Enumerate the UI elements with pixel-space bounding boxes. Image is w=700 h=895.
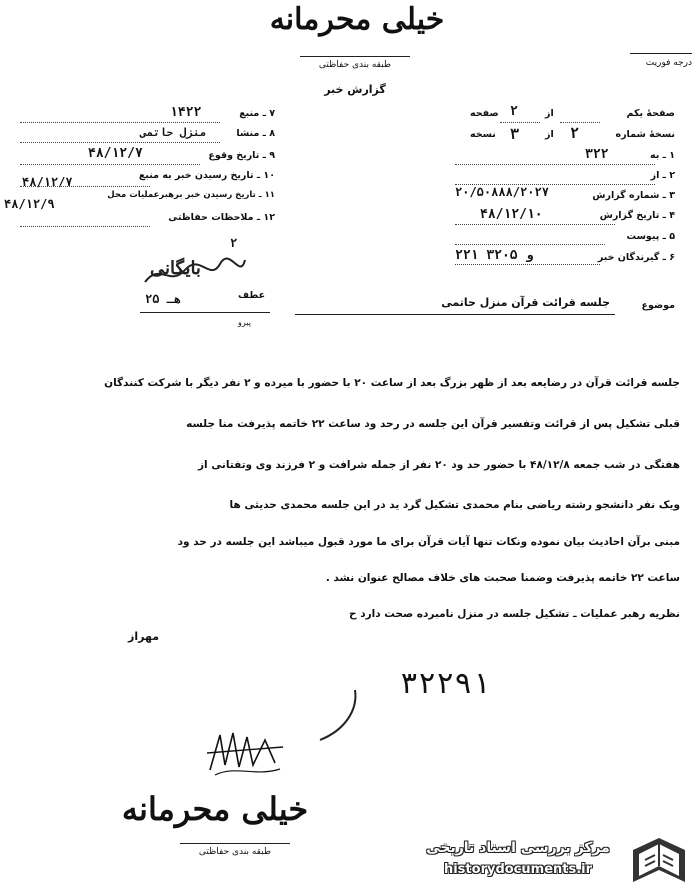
page-suffix: صفحه bbox=[470, 108, 499, 119]
field-occurrence-date-label: ۹ ـ تاریخ وقوع bbox=[208, 150, 275, 161]
page-label: صفحهٔ یکم bbox=[626, 108, 675, 119]
archive-stroke bbox=[300, 685, 370, 745]
atf-value: ۲۵ هـ bbox=[145, 292, 182, 306]
page-from: از bbox=[545, 108, 554, 119]
field-received-source-value: ۴۸/۱۲/۷ bbox=[22, 175, 73, 189]
handwritten-two: ۲ bbox=[230, 236, 238, 250]
field-security-notes-label: ۱۲ ـ ملاحظات حفاظتی bbox=[168, 212, 275, 223]
classification-label-top: طبقه بندی حفاظتی bbox=[318, 60, 392, 70]
watermark-line1: مرکز بررسی اسناد تاریخی bbox=[426, 840, 610, 856]
body-line: مبنی برآن احادیث بیان نموده ونکات تنها آیات قرآن برای ما مورد قبول میباشد این جلسه در حد ود bbox=[177, 536, 680, 548]
recipients-label: ۶ ـ گیرندگان خبر bbox=[597, 252, 675, 263]
field-source-value: ۱۴۲۲ bbox=[170, 105, 202, 120]
report-title: گزارش خبر bbox=[324, 83, 386, 96]
book-logo-icon bbox=[625, 830, 693, 892]
bottom-sign-text: مهراز bbox=[128, 630, 160, 643]
body-line: ویک نفر دانشجو رشته ریاضی بنام محمدی تشکیل گرد ید در این جلسه محمدی حدیثی ها bbox=[229, 499, 680, 511]
signature-scribble bbox=[205, 725, 285, 780]
field-origin-label: ۸ ـ منشا bbox=[236, 128, 275, 139]
archive-number: ۳۲۲۹۱ bbox=[400, 666, 491, 701]
report-no-label: ۳ ـ شماره گزارش bbox=[592, 190, 675, 201]
top-title: خیلی محرمانه bbox=[269, 2, 445, 37]
subject-label: موضوع bbox=[641, 300, 675, 311]
signature-mid: بایگانی bbox=[150, 258, 201, 279]
to-label: ۱ ـ به bbox=[649, 150, 675, 161]
field-received-op-label: ۱۱ ـ تاریخ رسیدن خبر برهبرعملیات محل bbox=[107, 190, 275, 200]
atf-label: عطف bbox=[238, 290, 266, 301]
urgency-label: درجه فوریت bbox=[645, 58, 692, 68]
copy-from: از bbox=[545, 129, 554, 140]
signature-mid-scribble bbox=[140, 252, 250, 292]
classification-label-bottom: طبقه بندی حفاظتی bbox=[198, 847, 272, 857]
field-source-label: ۷ ـ منبع bbox=[239, 108, 275, 119]
field-origin-value: منزل حاتمی bbox=[140, 126, 207, 139]
copy-suffix: نسخه bbox=[470, 129, 496, 140]
copy-number: ۲ bbox=[570, 124, 580, 142]
attach-label: ۵ ـ پیوست bbox=[626, 231, 675, 242]
recipients-value: ۲۲۱ و ۳۲۰۵ bbox=[455, 248, 534, 263]
body-line: هفتگی در شب جمعه ۴۸/۱۲/۸ با حضور حد ود ۲۰ نفر از جمله شرافت و ۲ فرزند وی وتفتانی از bbox=[197, 459, 680, 471]
peyro-label: پیرو bbox=[238, 318, 251, 327]
body-line: جلسه قرائت قرآن در رضایعه بعد از ظهر بزرگ بعد از ساعت ۲۰ با حضور با میرده و ۲ نفر دیگر با شرکت کنندگان bbox=[104, 377, 680, 389]
copy-label: نسخهٔ شماره bbox=[615, 129, 675, 140]
subject-value: جلسه قرائت قرآن منزل حاتمی bbox=[441, 296, 610, 309]
report-date-value: ۴۸/۱۲/۱۰ bbox=[480, 207, 543, 222]
report-date-label: ۴ ـ تاریخ گزارش bbox=[599, 210, 675, 221]
page-count: ۲ bbox=[510, 104, 518, 119]
bottom-title: خیلی محرمانه bbox=[121, 790, 309, 828]
body-line: نظریه رهبر عملیات ـ تشکیل جلسه در منزل نامبرده صحت دارد ح bbox=[348, 608, 680, 620]
body-line: قبلی تشکیل پس از قرائت وتفسیر قرآن این جلسه در رحد ود ساعت ۲۲ خاتمه پذیرفت منا جلسه bbox=[186, 418, 680, 430]
to-value: ۳۲۲ bbox=[585, 147, 609, 162]
field-received-op-value: ۴۸/۱۲/۹ bbox=[4, 197, 55, 211]
report-no-value: ۲۰/۵۰۸۸۸/۲۰۲۷ bbox=[455, 185, 549, 199]
field-received-source-label: ۱۰ ـ تاریخ رسیدن خبر به منبع bbox=[138, 170, 275, 181]
watermark-line2: historydocuments.ir bbox=[443, 862, 593, 877]
body-line: ساعت ۲۲ خاتمه پذیرفت وضمنا صحبت های خلاف مصالح عنوان نشد . bbox=[325, 572, 680, 584]
copy-count: ۳ bbox=[510, 125, 520, 143]
from-label: ۲ ـ از bbox=[650, 170, 675, 181]
field-occurrence-date-value: ۴۸/۱۲/۷ bbox=[88, 146, 143, 161]
